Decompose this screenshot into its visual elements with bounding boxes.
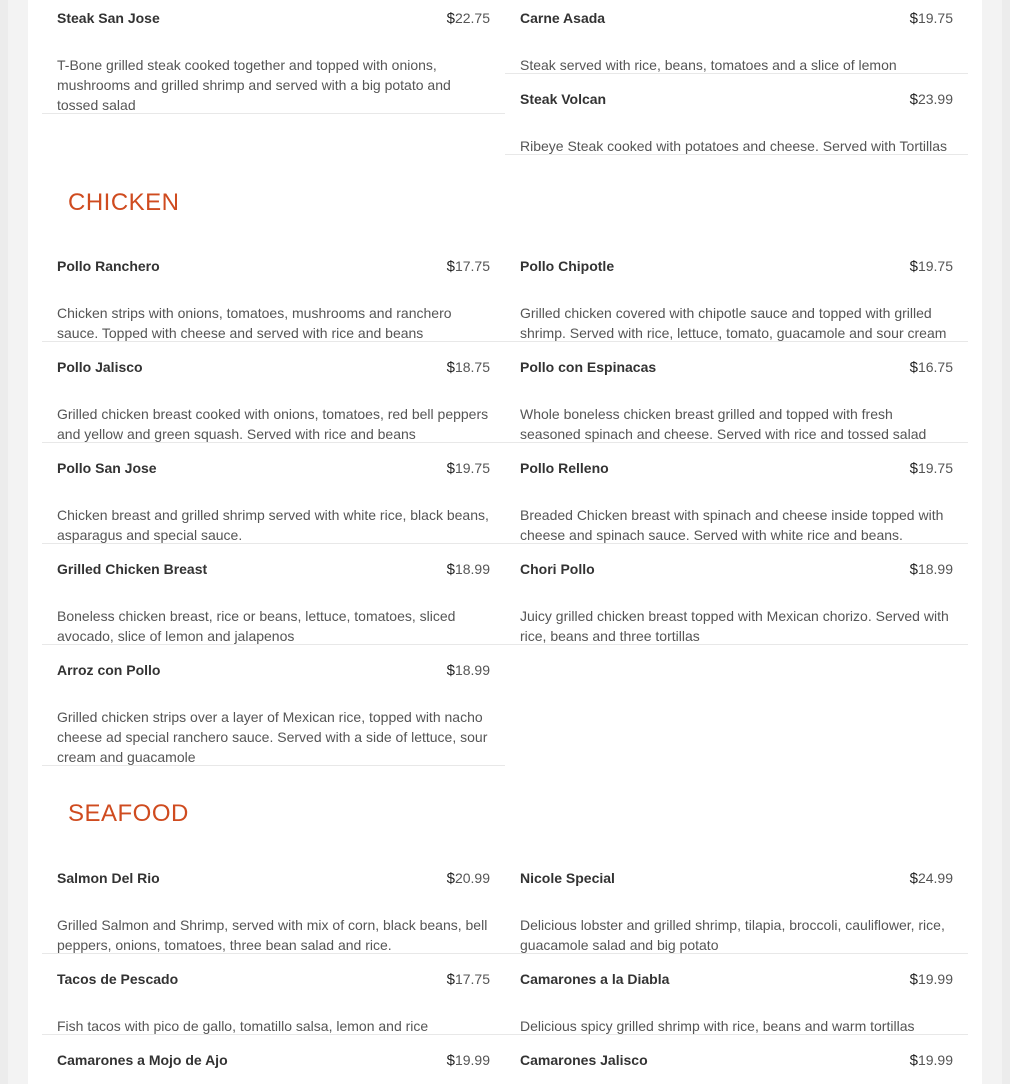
item-description: Breaded Chicken breast with spinach and cheese inside topped with cheese and spinach sauce. Served with white rice and beans.	[520, 507, 944, 543]
item-description: Boneless chicken breast, rice or beans, lettuce, tomatoes, sliced avocado, slice of lemon and jalapenos	[57, 608, 456, 644]
item-name: Pollo Chipotle	[520, 258, 615, 274]
item-name: Camarones Jalisco	[520, 1052, 648, 1068]
menu-item-pollo-relleno	[505, 450, 968, 544]
menu-item-chori-pollo	[505, 551, 968, 645]
item-name: Chori Pollo	[520, 561, 595, 577]
menu-item-pollo-ranchero	[42, 248, 505, 342]
menu-item-camarones-jalisco	[505, 1042, 968, 1084]
item-price: $22.75	[446, 10, 490, 27]
item-description: Juicy grilled chicken breast topped with Mexican chorizo. Served with rice, beans and three tortillas	[520, 608, 949, 644]
item-name: Camarones a la Diabla	[520, 971, 670, 987]
item-price: $19.99	[909, 971, 953, 988]
menu-page	[28, 0, 982, 1084]
item-description: Fish tacos with pico de gallo, tomatillo salsa, lemon and rice	[57, 1018, 429, 1034]
item-price: $18.99	[446, 662, 490, 679]
item-price: $19.75	[909, 460, 953, 477]
item-description: Grilled Salmon and Shrimp, served with mix of corn, black beans, bell peppers, onions, tomatoes, three bean salad and rice.	[57, 917, 488, 953]
page-edge-left	[8, 0, 28, 1084]
item-price: $19.99	[909, 1052, 953, 1069]
item-price: $18.99	[909, 561, 953, 578]
item-price: $19.75	[909, 10, 953, 27]
item-price: $23.99	[909, 91, 953, 108]
item-description: Whole boneless chicken breast grilled and topped with fresh seasoned spinach and cheese. Served with rice and tossed salad	[520, 406, 927, 442]
item-price: $16.75	[909, 359, 953, 376]
item-description: Delicious lobster and grilled shrimp, tilapia, broccoli, cauliflower, rice, guacamole salad and big potato	[520, 917, 945, 953]
item-name: Steak San Jose	[57, 10, 160, 26]
item-description: Chicken breast and grilled shrimp served with white rice, black beans, asparagus and special sauce.	[57, 507, 489, 543]
menu-item-steak-san-jose	[42, 0, 505, 114]
item-name: Pollo Ranchero	[57, 258, 160, 274]
menu-item-salmon-del-rio	[42, 860, 505, 954]
section-title-chicken: CHICKEN	[68, 189, 180, 216]
menu-item-pollo-con-espinacas	[505, 349, 968, 443]
item-price: $19.75	[446, 460, 490, 477]
item-description: Steak served with rice, beans, tomatoes and a slice of lemon	[520, 57, 897, 73]
item-description: Grilled chicken covered with chipotle sauce and topped with grilled shrimp. Served with rice, lettuce, tomato, guacamole and sour cream	[520, 305, 947, 341]
menu-item-tacos-de-pescado	[42, 961, 505, 1035]
item-description: Delicious spicy grilled shrimp with rice, beans and warm tortillas	[520, 1018, 915, 1034]
section-title-seafood: SEAFOOD	[68, 800, 189, 827]
item-name: Grilled Chicken Breast	[57, 561, 208, 577]
item-description: Grilled chicken breast cooked with onions, tomatoes, red bell peppers and yellow and green squash. Served with rice and beans	[57, 406, 489, 442]
item-price: $18.75	[446, 359, 490, 376]
item-price: $24.99	[909, 870, 953, 887]
item-price: $20.99	[446, 870, 490, 887]
item-price: $17.75	[446, 258, 490, 275]
item-name: Pollo San Jose	[57, 460, 157, 476]
item-name: Pollo Relleno	[520, 460, 609, 476]
item-name: Tacos de Pescado	[57, 971, 179, 987]
menu-item-grilled-chicken-breast	[42, 551, 505, 645]
item-name: Nicole Special	[520, 870, 615, 886]
menu-item-carne-asada	[505, 0, 968, 74]
item-price: $18.99	[446, 561, 490, 578]
item-description: T-Bone grilled steak cooked together and topped with onions, mushrooms and grilled shrimp and served with a big potato and tossed salad	[57, 57, 451, 113]
item-description: Ribeye Steak cooked with potatoes and cheese. Served with Tortillas	[520, 138, 947, 154]
menu-item-nicole-special	[505, 860, 968, 954]
menu-item-pollo-san-jose	[42, 450, 505, 544]
item-name: Carne Asada	[520, 10, 606, 26]
item-name: Pollo con Espinacas	[520, 359, 657, 375]
item-name: Pollo Jalisco	[57, 359, 143, 375]
menu-item-pollo-jalisco	[42, 349, 505, 443]
item-price: $19.99	[446, 1052, 490, 1069]
item-name: Arroz con Pollo	[57, 662, 161, 678]
item-name: Steak Volcan	[520, 91, 607, 107]
item-description: Grilled chicken strips over a layer of Mexican rice, topped with nacho cheese ad special ranchero sauce. Served with a side of lettuce, sour cream and guacamole	[57, 709, 488, 765]
menu-item-pollo-chipotle	[505, 248, 968, 342]
menu-item-arroz-con-pollo	[42, 652, 505, 766]
item-price: $17.75	[446, 971, 490, 988]
item-description: Chicken strips with onions, tomatoes, mushrooms and ranchero sauce. Topped with cheese and served with rice and beans	[57, 305, 452, 341]
item-name: Salmon Del Rio	[57, 870, 160, 886]
item-price: $19.75	[909, 258, 953, 275]
menu-item-steak-volcan	[505, 81, 968, 155]
menu-item-camarones-a-mojo-de-ajo	[42, 1042, 505, 1084]
menu-item-camarones-a-la-diabla	[505, 961, 968, 1035]
page-edge-right	[982, 0, 1002, 1084]
item-name: Camarones a Mojo de Ajo	[57, 1052, 228, 1068]
